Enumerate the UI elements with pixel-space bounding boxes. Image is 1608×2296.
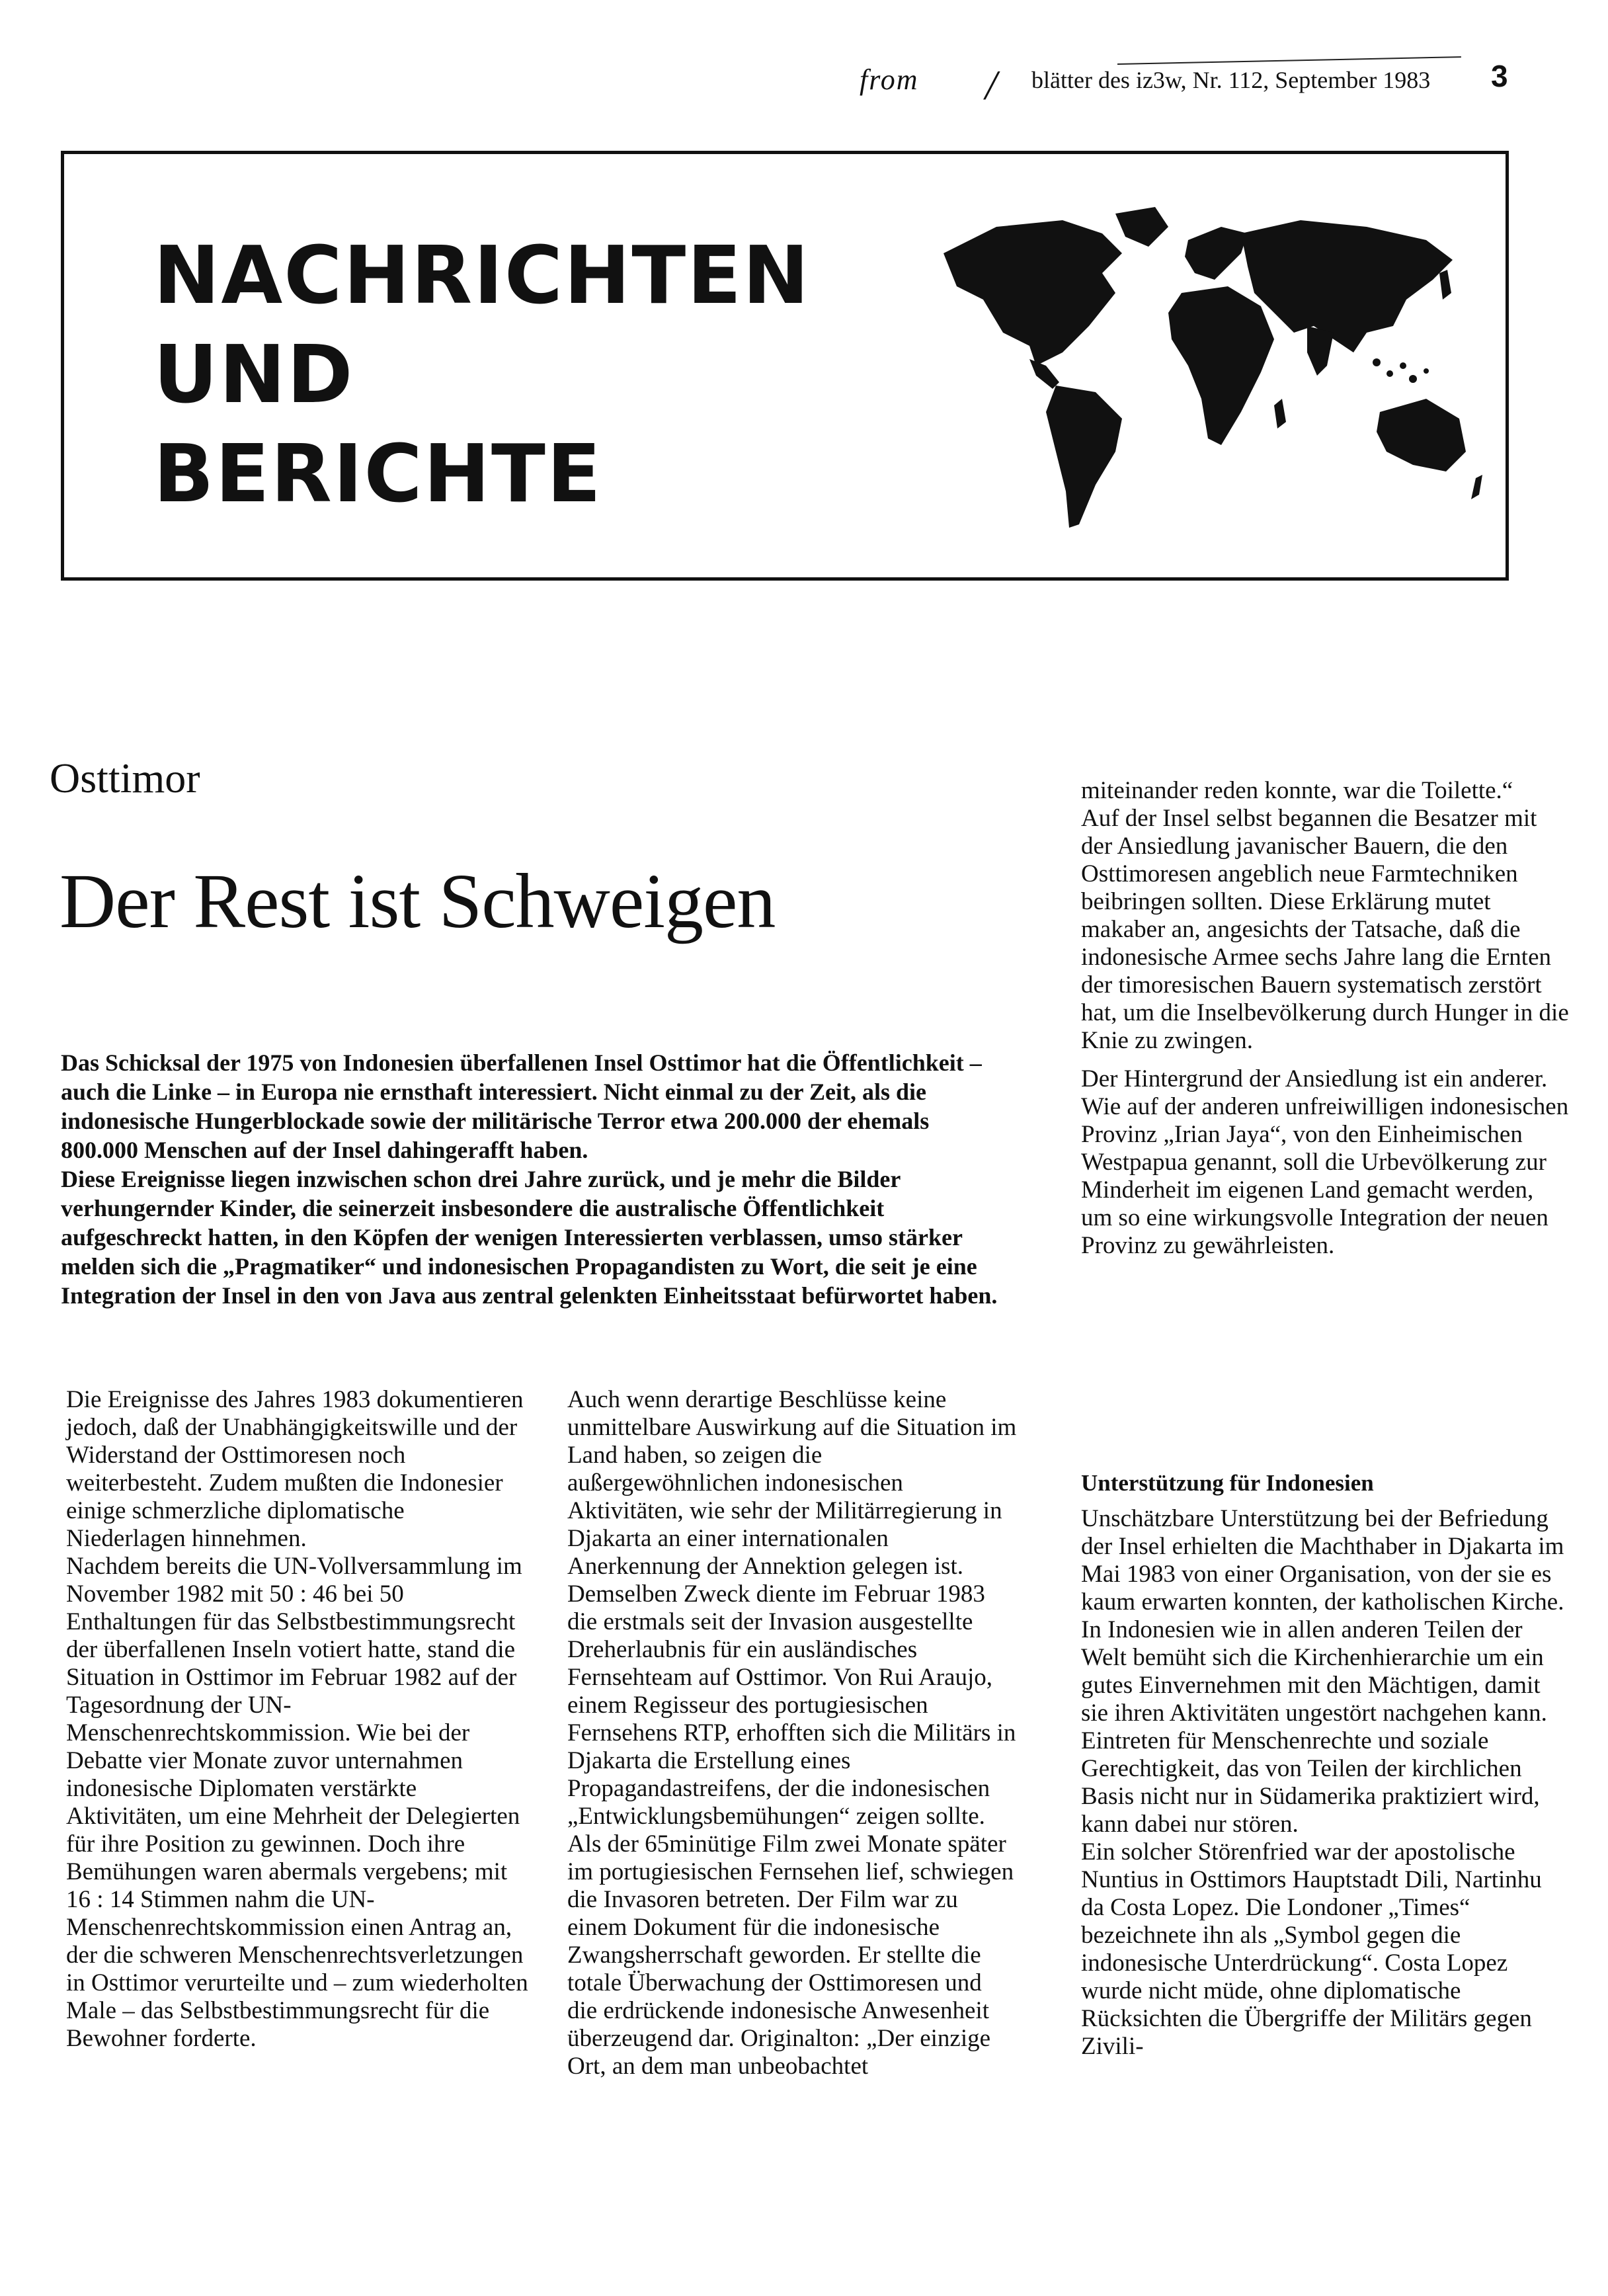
handwritten-mark: from	[860, 63, 919, 96]
page-number: 3	[1491, 59, 1508, 93]
body-paragraph: Auch wenn derartige Beschlüsse keine unmittelbare Auswirkung auf die Situation im Land haben, so zeigen die außergewöhnlichen indonesischen Aktivitäten, wie sehr der Militärregierung in Djakarta an einer internationalen Anerkennung der Annektion gelegen ist. Demselben Zweck diente im Februar 1983 die erstmals seit der Invasion ausgestellte Dreherlaubnis für ein ausländisches Fernsehteam auf Osttimor. Von Rui Araujo, einem Regisseur des portugiesischen Fernsehens RTP, erhofften sich die Militärs in Djakarta die Erstellung eines Propagandastreifens, der die indonesischen „Entwicklungsbemühungen“ zeigen sollte.	[567, 1386, 1017, 1830]
article-lead	[61, 1048, 1000, 1310]
section-banner	[61, 151, 1509, 581]
section-title	[153, 227, 811, 524]
article-column-left	[66, 1386, 529, 2053]
lead-paragraph: Diese Ereignisse liegen inzwischen schon drei Jahre zurück, und je mehr die Bilder verhungernder Kinder, die seinerzeit insbesondere die australische Öffentlichkeit aufgeschreckt hatten, in den Köpfen der wenigen Interessierten verblassen, umso stärker melden sich die „Pragmatiker“ und indonesischen Propagandisten zu Wort, die seit je eine Integration der Insel in den von Java aus zentral gelenkten Einheitsstaat befürwortet haben.	[61, 1166, 998, 1309]
article-headline: Der Rest ist Schweigen	[60, 858, 776, 944]
header-underline	[1117, 56, 1461, 65]
section-title-line: UND	[153, 329, 354, 421]
journal-info: blätter des iz3w, Nr. 112, September 1983	[1031, 67, 1431, 93]
body-paragraph: Ein solcher Störenfried war der apostolische Nuntius in Osttimors Hauptstadt Dili, Nartinhu da Costa Lopez. Die Londoner „Times“ bezeichnete ihn als „Symbol gegen die indonesische Unterdrückung“. Costa Lopez wurde nicht müde, ohne diplomatische Rücksichten die Übergriffe der Militärs gegen Zivili-	[1081, 1838, 1542, 2060]
body-paragraph: Auf der Insel selbst begannen die Besatzer mit der Ansiedlung javanischer Bauern, die den Osttimoresen angeblich neue Farmtechniken beibringen sollten. Diese Erklärung mutet makaber an, angesichts der Tatsache, daß die indonesische Armee sechs Jahre lang die Ernten der timoresischen Bauern systematisch zerstört hat, um die Inselbevölkerung durch Hunger in die Knie zu zwingen.	[1081, 805, 1569, 1054]
section-title-line: NACHRICHTEN	[153, 230, 811, 322]
article-column-right-top	[1081, 777, 1570, 1260]
body-paragraph: Die Ereignisse des Jahres 1983 dokumentieren jedoch, daß der Unabhängigkeitswille und der Widerstand der Osttimoresen noch weiterbesteht. Zudem mußten die Indonesier einige schmerzliche diplomatische Niederlagen hinnehmen.	[66, 1386, 524, 1552]
body-paragraph: Nachdem bereits die UN-Vollversammlung im November 1982 mit 50 : 46 bei 50 Enthaltungen für das Selbstbestimmungsrecht der überfallenen Inseln votiert hatte, stand die Situation in Osttimor im Februar 1982 auf der Tagesordnung der UN-Menschenrechtskommission. Wie bei der Debatte vier Monate zuvor unternahmen indonesische Diplomaten verstärkte Aktivitäten, um eine Mehrheit der Delegierten für ihre Position zu gewinnen. Doch ihre Bemühungen waren abermals vergebens; mit 16 : 14 Stimmen nahm die UN-Menschenrechtskommission einen Antrag an, der die schweren Menschenrechtsverletzungen in Osttimor verurteilte und – zum wiederholten Male – das Selbstbestimmungsrecht für die Bewohner forderte.	[66, 1553, 528, 2052]
article-column-right-bottom	[1081, 1505, 1570, 2061]
body-paragraph: In Indonesien wie in allen anderen Teilen der Welt bemüht sich die Kirchenhierarchie um ein gutes Einvernehmen mit den Mächtigen, damit sie ihren Aktivitäten ungestört nachgehen kann. Eintreten für Menschenrechte und soziale Gerechtigkeit, das von Teilen der kirchlichen Basis nicht nur in Südamerika praktiziert wird, kann dabei nur stören.	[1081, 1616, 1547, 1838]
header-slash-mark: /	[985, 62, 997, 108]
world-map-icon	[904, 200, 1486, 544]
body-paragraph: Der Hintergrund der Ansiedlung ist ein anderer. Wie auf der anderen unfreiwilligen indonesischen Provinz „Irian Jaya“, von den Einheimischen Westpapua genannt, soll die Urbevölkerung zur Minderheit im eigenen Land gemacht werden, um so eine wirkungsvolle Integration der neuen Provinz zu gewährleisten.	[1081, 1065, 1569, 1259]
lead-paragraph: Das Schicksal der 1975 von Indonesien überfallenen Insel Osttimor hat die Öffentlichkeit – auch die Linke – in Europa nie ernsthaft interessiert. Nicht einmal zu der Zeit, als die indonesische Hungerblockade sowie der militärische Terror etwa 200.000 der ehemals 800.000 Menschen auf der Insel dahingerafft haben.	[61, 1049, 982, 1163]
section-title-line: BERICHTE	[153, 429, 602, 520]
body-paragraph: Unschätzbare Unterstützung bei der Befriedung der Insel erhielten die Machthaber in Djakarta im Mai 1983 von einer Organisation, von der sie es kaum erwarten konnten, der katholischen Kirche.	[1081, 1505, 1564, 1616]
article-kicker: Osttimor	[50, 755, 200, 801]
body-paragraph: Als der 65minütige Film zwei Monate später im portugiesischen Fernsehen lief, schwiegen die Invasoren betreten. Der Film war zu einem Dokument für die indonesische Zwangsherrschaft geworden. Er stellte die totale Überwachung der Osttimoresen und die erdrückende indonesische Anwesenheit überzeugend dar. Originalton: „Der einzige Ort, an dem man unbeobachtet	[567, 1830, 1014, 2080]
article-subheading: Unterstützung für Indonesien	[1081, 1470, 1374, 1496]
article-column-middle	[567, 1386, 1017, 2080]
body-paragraph: miteinander reden konnte, war die Toilette.“	[1081, 777, 1513, 804]
